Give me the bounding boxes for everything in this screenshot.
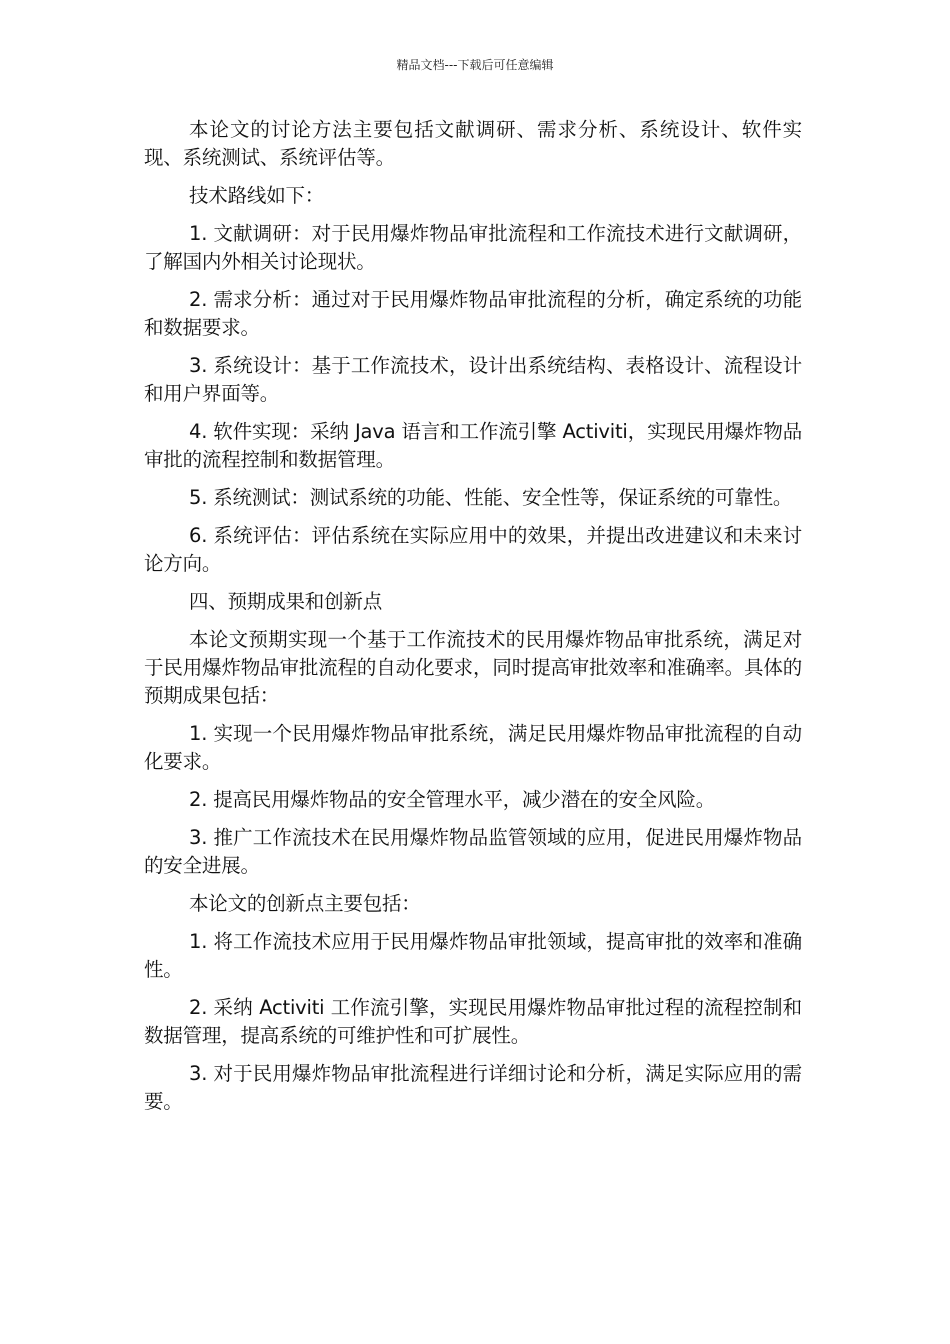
paragraph-route-step-1: 1. 文献调研：对于民用爆炸物品审批流程和工作流技术进行文献调研，了解国内外相关讨论现状。 (144, 222, 802, 273)
paragraph-route-step-2: 2. 需求分析：通过对于民用爆炸物品审批流程的分析，确定系统的功能和数据要求。 (144, 288, 802, 339)
paragraph-research-methods: 本论文的讨论方法主要包括文献调研、需求分析、系统设计、软件实现、系统测试、系统评估等。 (144, 118, 802, 169)
paragraph-expected-results: 本论文预期实现一个基于工作流技术的民用爆炸物品审批系统，满足对于民用爆炸物品审批流程的自动化要求，同时提高审批效率和准确率。具体的预期成果包括： (144, 628, 802, 707)
paragraph-innovation-item-1: 1. 将工作流技术应用于民用爆炸物品审批领域，提高审批的效率和准确性。 (144, 930, 802, 981)
paragraph-route-step-5: 5. 系统测试：测试系统的功能、性能、安全性等，保证系统的可靠性。 (189, 486, 793, 509)
paragraph-innovation-intro: 本论文的创新点主要包括： (189, 892, 421, 915)
document-body (144, 116, 802, 1126)
paragraph-technical-route-intro: 技术路线如下： (189, 184, 325, 207)
paragraph-route-step-4: 4. 软件实现：采纳 Java 语言和工作流引擎 Activiti，实现民用爆炸物品审批的流程控制和数据管理。 (144, 420, 802, 471)
paragraph-route-step-6: 6. 系统评估：评估系统在实际应用中的效果，并提出改进建议和未来讨论方向。 (144, 524, 802, 575)
paragraph-result-item-1: 1. 实现一个民用爆炸物品审批系统，满足民用爆炸物品审批流程的自动化要求。 (144, 722, 802, 773)
paragraph-result-item-3: 3. 推广工作流技术在民用爆炸物品监管领域的应用，促进民用爆炸物品的安全进展。 (144, 826, 802, 877)
paragraph-innovation-item-3: 3. 对于民用爆炸物品审批流程进行详细讨论和分析，满足实际应用的需要。 (144, 1062, 802, 1113)
paragraph-result-item-2: 2. 提高民用爆炸物品的安全管理水平，减少潜在的安全风险。 (189, 788, 716, 811)
paragraph-innovation-item-2: 2. 采纳 Activiti 工作流引擎，实现民用爆炸物品审批过程的流程控制和数据管理，提高系统的可维护性和可扩展性。 (144, 996, 802, 1047)
paragraph-route-step-3: 3. 系统设计：基于工作流技术，设计出系统结构、表格设计、流程设计和用户界面等。 (144, 354, 802, 405)
section-heading-expected-results: 四、预期成果和创新点 (189, 590, 383, 613)
page-header: 精品文档---下载后可任意编辑 (396, 58, 554, 72)
